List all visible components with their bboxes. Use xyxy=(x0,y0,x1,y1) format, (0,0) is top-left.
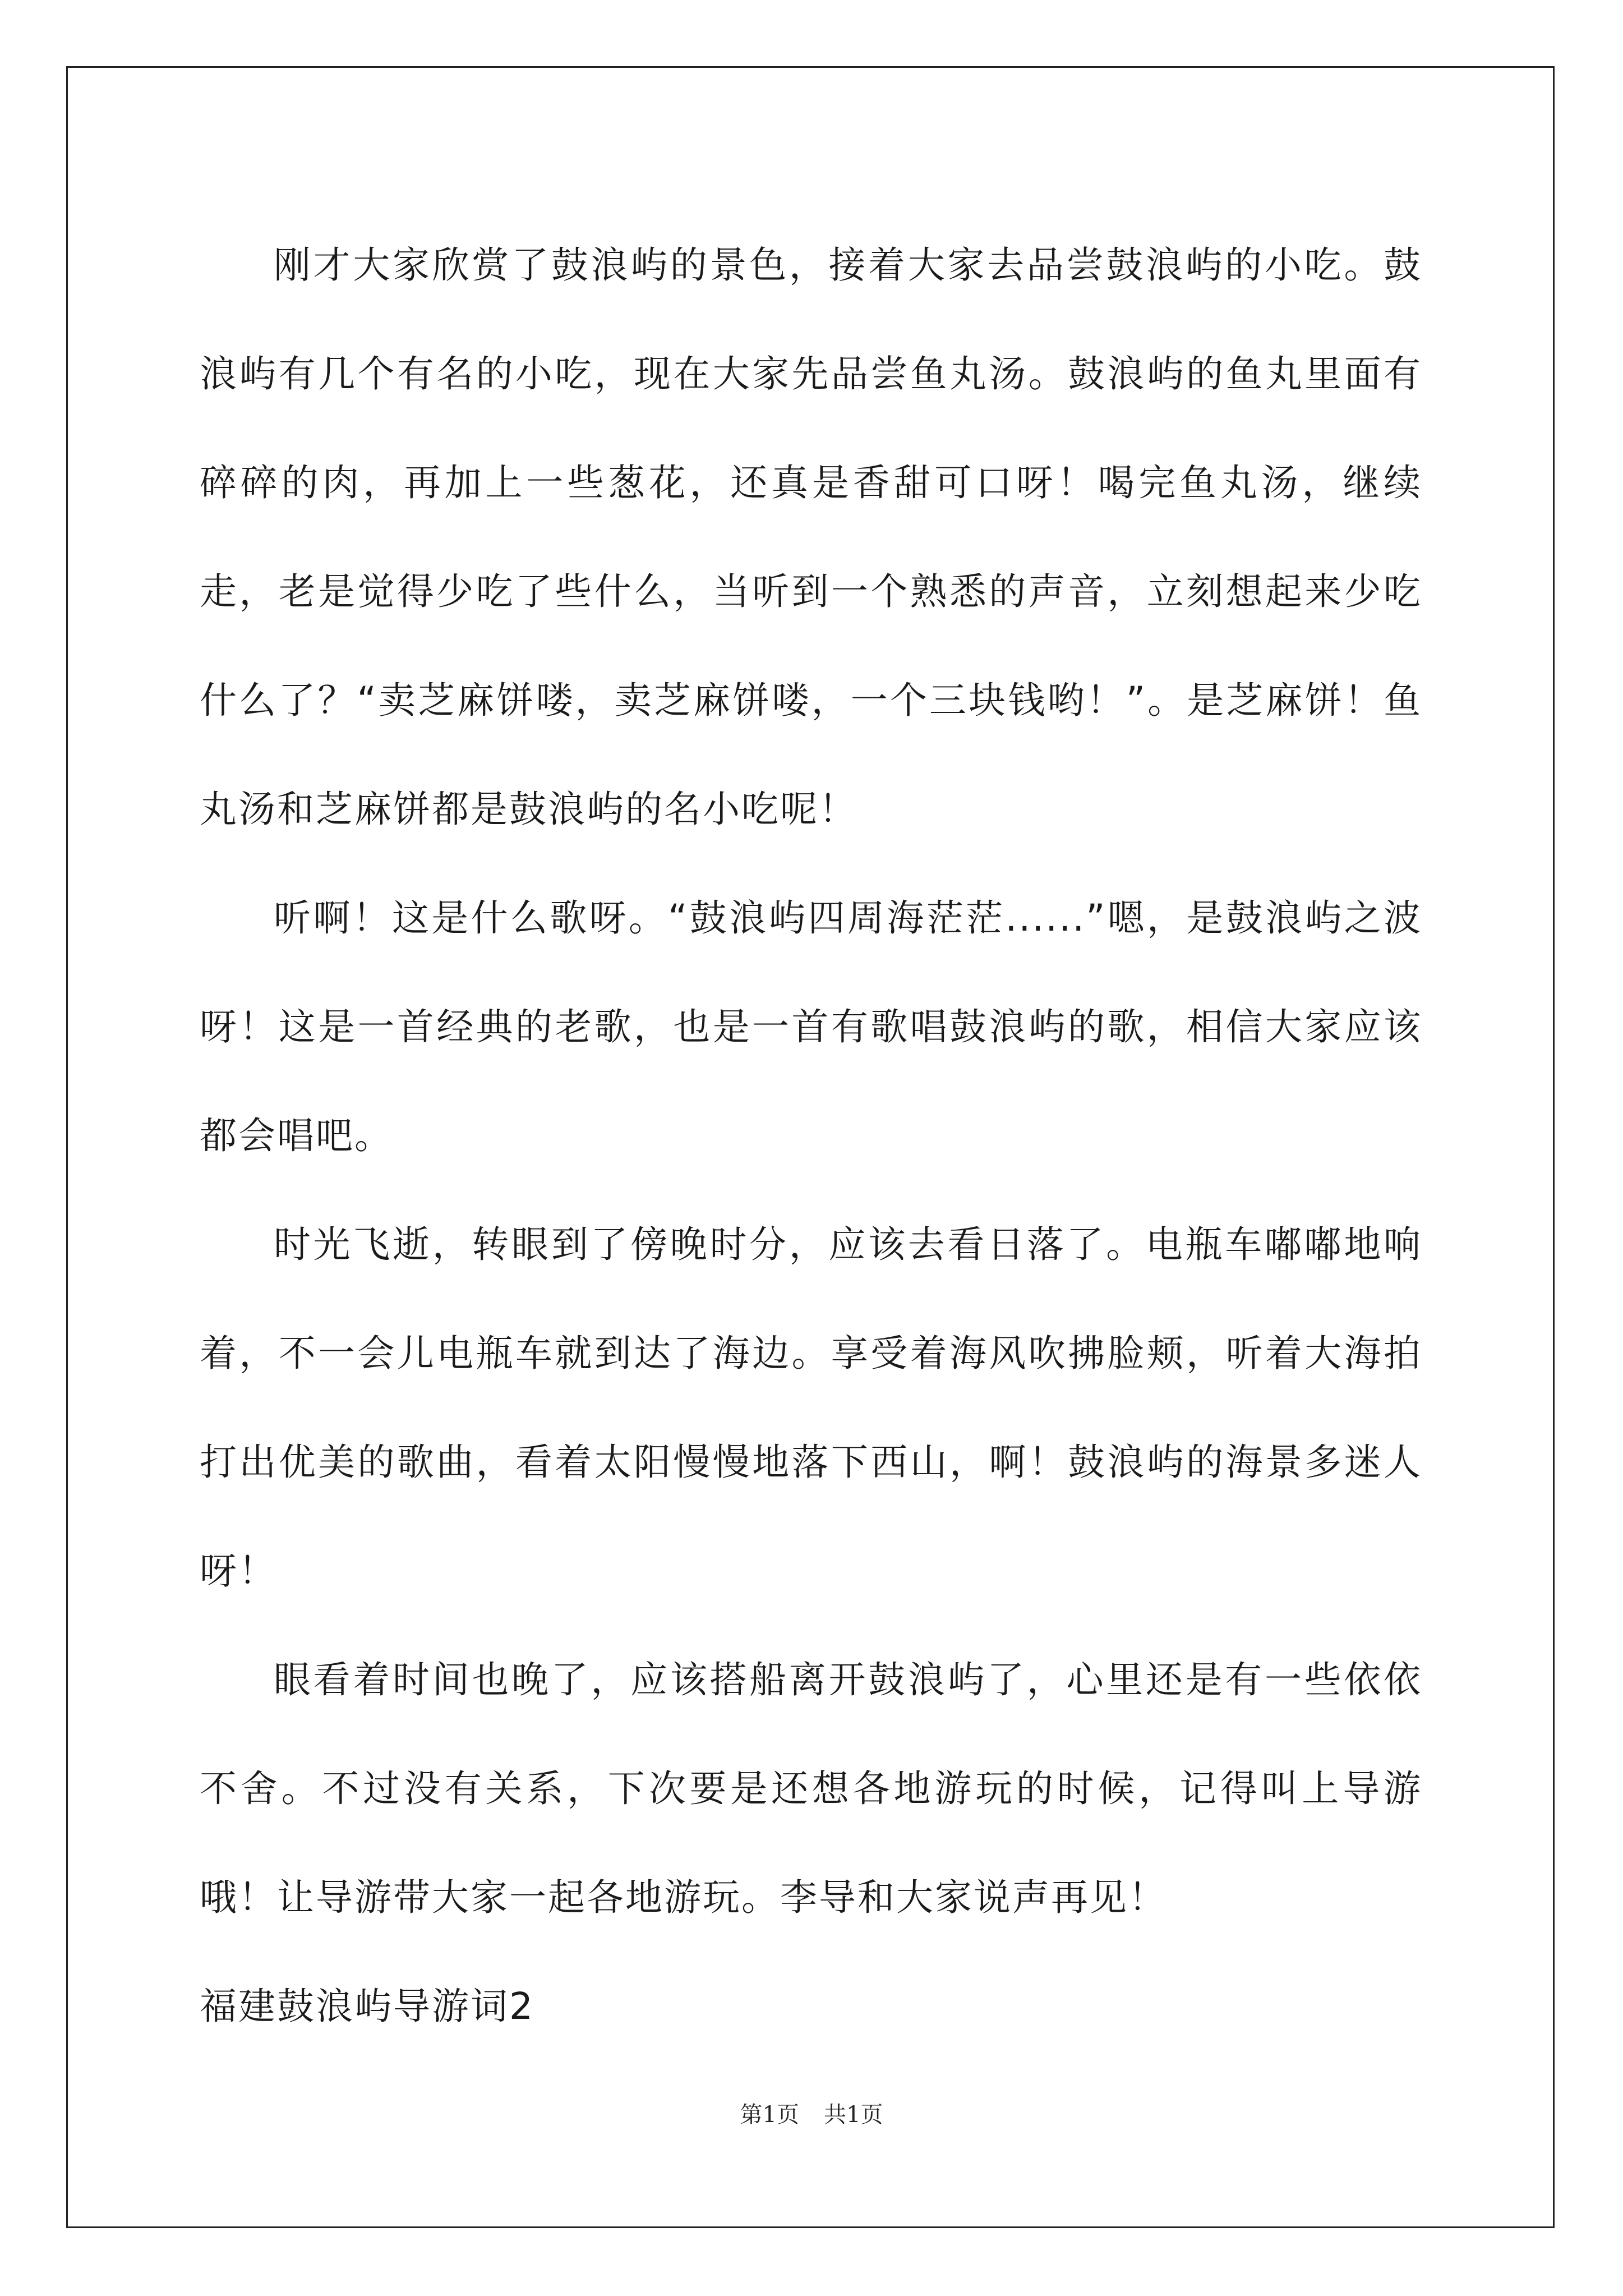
paragraph-food: 刚才大家欣赏了鼓浪屿的景色，接着大家去品尝鼓浪屿的小吃。鼓浪屿有几个有名的小吃，现在大家先品尝鱼丸汤。鼓浪屿的鱼丸里面有碎碎的肉，再加上一些葱花，还真是香甜可口呀！喝完鱼丸汤，继续走，老是觉得少吃了些什么，当听到一个熟悉的声音，立刻想起来少吃什么了？“卖芝麻饼喽，卖芝麻饼喽，一个三块钱哟！”。是芝麻饼！鱼丸汤和芝麻饼都是鼓浪屿的名小吃呢！ xyxy=(200,243,1422,831)
page-footer xyxy=(0,2097,1623,2129)
page-number-current: 第1页 xyxy=(740,2102,799,2128)
paragraph-song: 听啊！这是什么歌呀。“鼓浪屿四周海茫茫......”嗯，是鼓浪屿之波呀！这是一首经典的老歌，也是一首有歌唱鼓浪屿的歌，相信大家应该都会唱吧。 xyxy=(200,896,1422,1157)
page-number-total: 共1页 xyxy=(824,2102,883,2128)
paragraph-farewell: 眼看着时间也晚了，应该搭船离开鼓浪屿了，心里还是有一些依依不舍。不过没有关系，下次要是还想各地游玩的时候，记得叫上导游哦！让导游带大家一起各地游玩。李导和大家说声再见！ xyxy=(200,1658,1422,1919)
paragraph-sunset: 时光飞逝，转眼到了傍晚时分，应该去看日落了。电瓶车嘟嘟地响着，不一会儿电瓶车就到达了海边。享受着海风吹拂脸颊，听着大海拍打出优美的歌曲，看着太阳慢慢地落下西山，啊！鼓浪屿的海景多迷人呀！ xyxy=(200,1223,1422,1593)
section-heading: 福建鼓浪屿导游词2 xyxy=(200,1985,534,2028)
document-body xyxy=(200,211,1422,2061)
